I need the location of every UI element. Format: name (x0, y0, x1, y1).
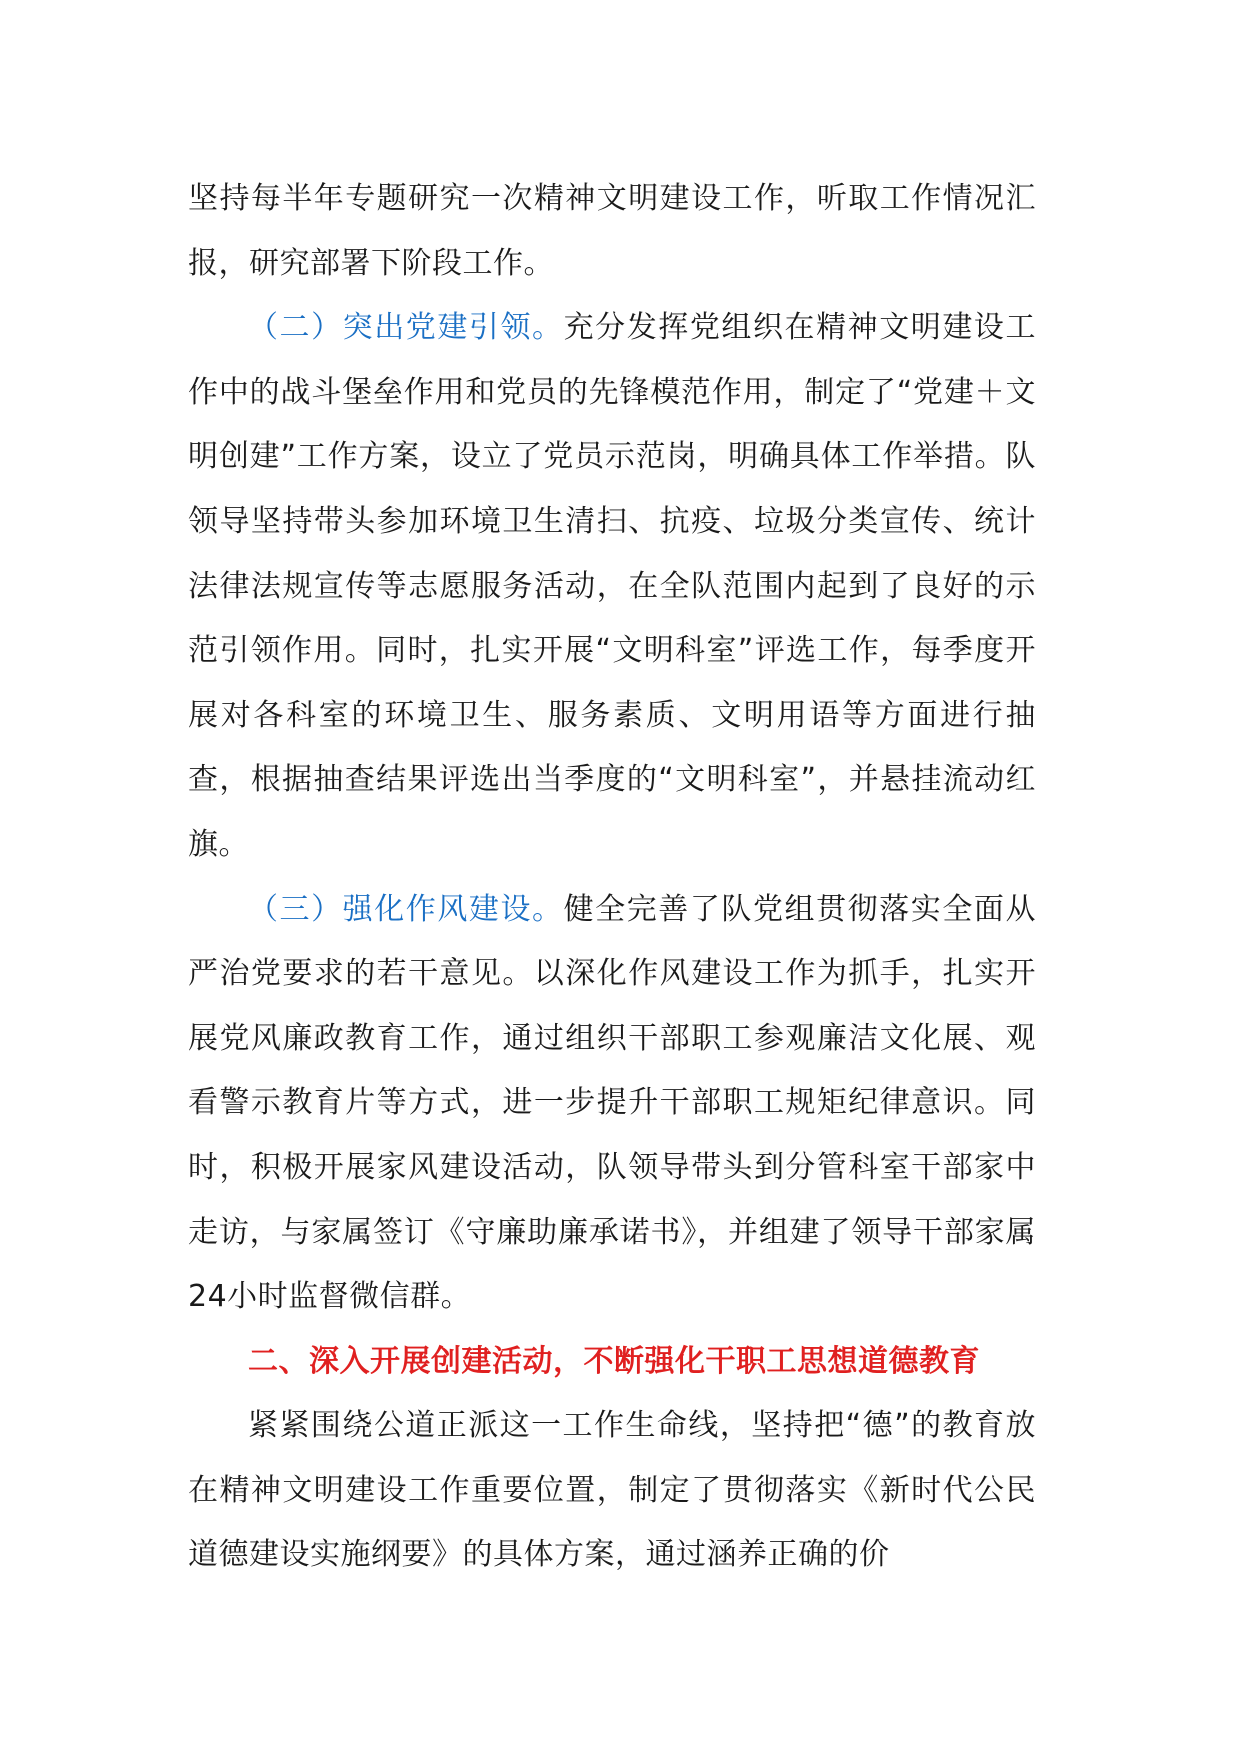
document-body (188, 167, 1036, 1588)
paragraph-work-style-text: 健全完善了队党组贯彻落实全面从严治党要求的若干意见。以深化作风建设工作为抓手，扎实开展党风廉政教育工作，通过组织干部职工参观廉洁文化展、观看警示教育片等方式，进一步提升干部职工规矩纪律意识。同时，积极开展家风建设活动，队领导带头到分管科室干部家中走访，与家属签订《守廉助廉承诺书》，并组建了领导干部家属24小时监督微信群。 (188, 891, 1036, 1315)
subheading-work-style: （三）强化作风建设。 (248, 891, 564, 927)
paragraph-party-building-text: 充分发挥党组织在精神文明建设工作中的战斗堡垒作用和党员的先锋模范作用，制定了“党建＋文明创建”工作方案，设立了党员示范岗，明确具体工作举措。队领导坚持带头参加环境卫生清扫、抗疫、垃圾分类宣传、统计法律法规宣传等志愿服务活动，在全队范围内起到了良好的示范引领作用。同时，扎实开展“文明科室”评选工作，每季度开展对各科室的环境卫生、服务素质、文明用语等方面进行抽查，根据抽查结果评选出当季度的“文明科室”，并悬挂流动红旗。 (188, 310, 1036, 862)
paragraph-continuation: 坚持每半年专题研究一次精神文明建设工作，听取工作情况汇报，研究部署下阶段工作。 (188, 181, 1036, 281)
paragraph-moral-education: 紧紧围绕公道正派这一工作生命线，坚持把“德”的教育放在精神文明建设工作重要位置，制定了贯彻落实《新时代公民道德建设实施纲要》的具体方案，通过涵养正确的价 (188, 1408, 1036, 1573)
paragraph-party-building (188, 296, 1036, 877)
subheading-party-building: （二）突出党建引领。 (248, 310, 564, 346)
paragraph-work-style (188, 878, 1036, 1330)
section-heading-two: 二、深入开展创建活动，不断强化干职工思想道德教育 (248, 1343, 980, 1379)
